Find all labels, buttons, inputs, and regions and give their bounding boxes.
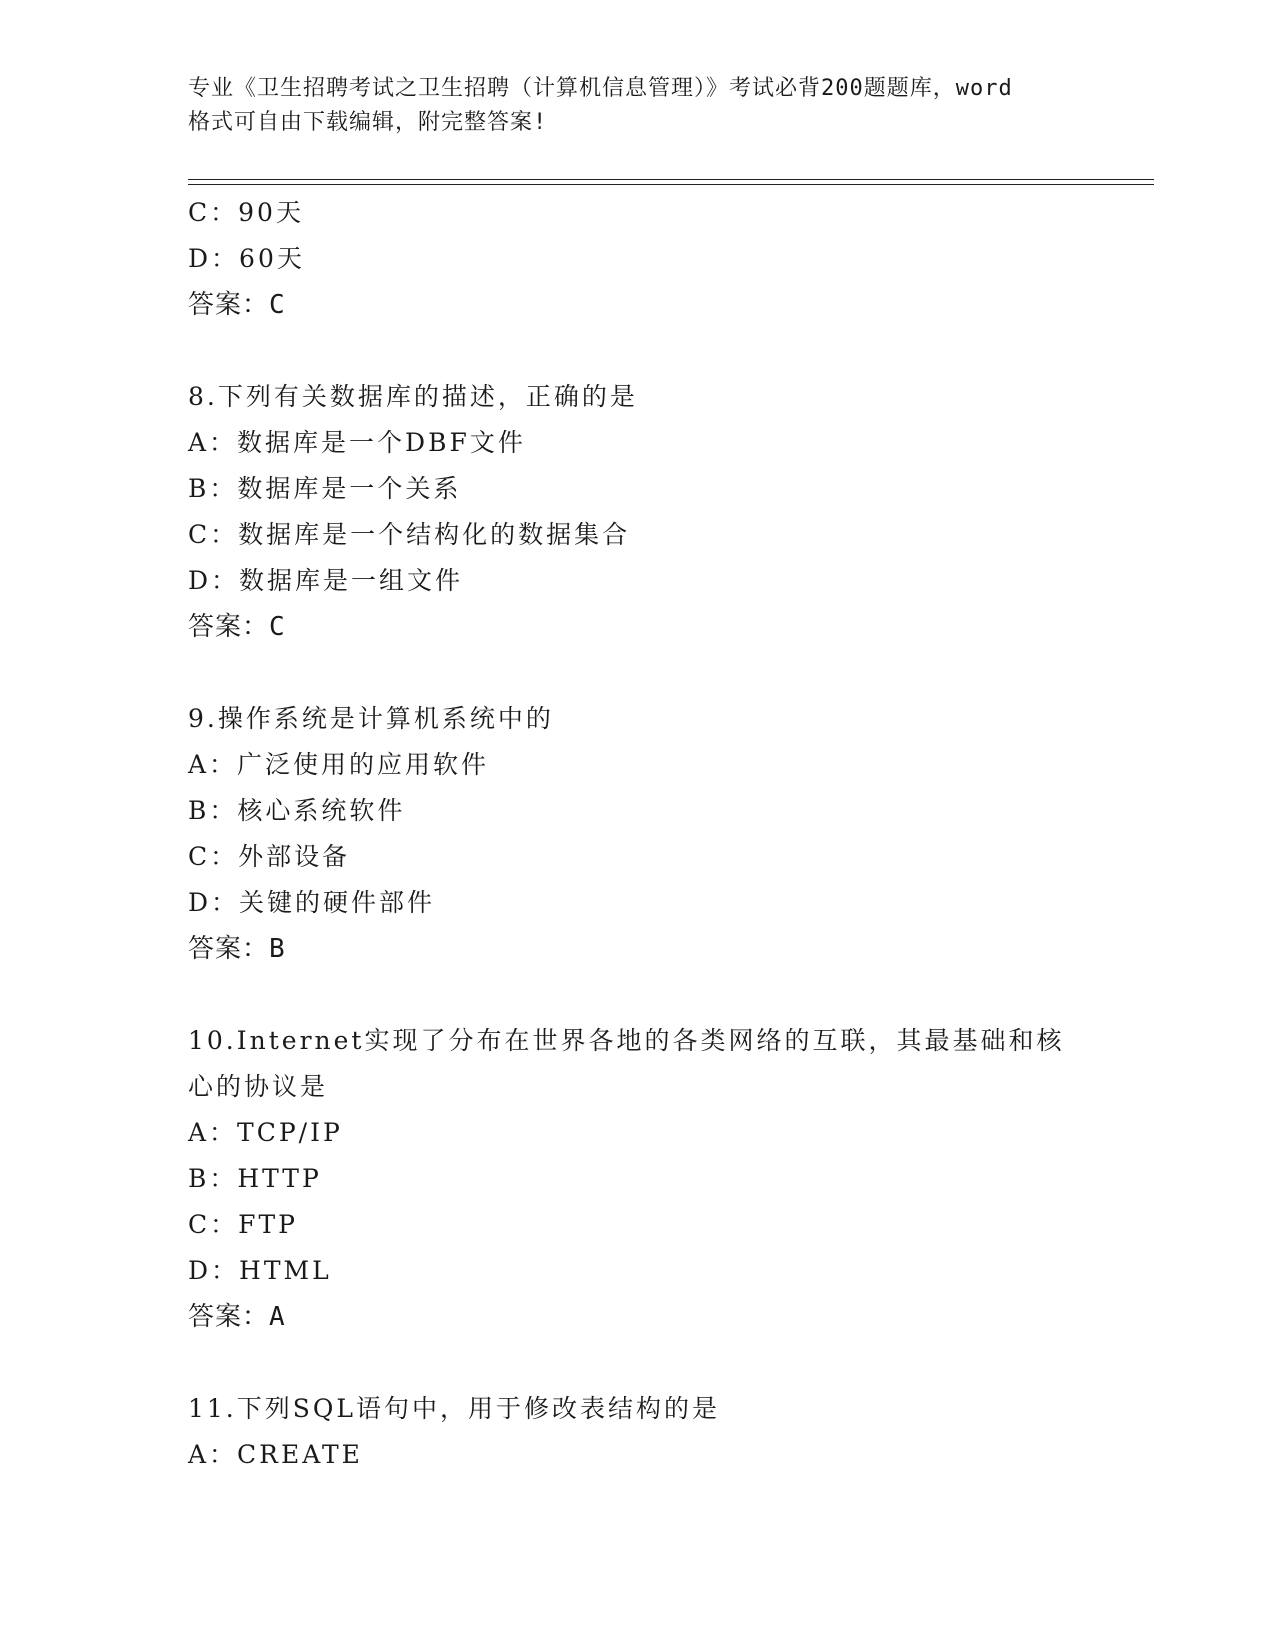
question-text-line-1: 10.Internet实现了分布在世界各地的各类网络的互联，其最基础和核 bbox=[188, 1026, 1065, 1055]
answer-line: 答案：B bbox=[188, 934, 286, 964]
spacer bbox=[188, 328, 1148, 374]
header-line-2: 格式可自由下载编辑，附完整答案! bbox=[188, 110, 548, 135]
spacer bbox=[188, 1340, 1148, 1386]
question-text: 8.下列有关数据库的描述，正确的是 bbox=[188, 382, 638, 411]
option-c: C：FTP bbox=[188, 1210, 298, 1239]
option-c: C：90天 bbox=[188, 198, 304, 227]
question-10 bbox=[188, 1018, 1148, 1340]
question-7 bbox=[188, 190, 1148, 328]
header-divider-top bbox=[188, 179, 1154, 180]
option-a: A：广泛使用的应用软件 bbox=[188, 750, 490, 779]
option-d: D：关键的硬件部件 bbox=[188, 888, 436, 917]
option-b: B：HTTP bbox=[188, 1164, 322, 1193]
question-8 bbox=[188, 374, 1148, 650]
option-a: A：CREATE bbox=[188, 1440, 363, 1469]
option-c: C：外部设备 bbox=[188, 842, 351, 871]
option-d: D：HTML bbox=[188, 1256, 332, 1285]
question-text-line-2: 心的协议是 bbox=[188, 1072, 329, 1101]
option-b: B：核心系统软件 bbox=[188, 796, 406, 825]
question-9 bbox=[188, 696, 1148, 972]
option-c: C：数据库是一个结构化的数据集合 bbox=[188, 520, 631, 549]
option-b: B：数据库是一个关系 bbox=[188, 474, 462, 503]
document-header bbox=[188, 72, 1088, 140]
answer-line: 答案：C bbox=[188, 290, 286, 320]
option-d: D：60天 bbox=[188, 244, 305, 273]
question-11 bbox=[188, 1386, 1148, 1478]
question-list bbox=[188, 190, 1148, 1478]
spacer bbox=[188, 650, 1148, 696]
option-a: A：TCP/IP bbox=[188, 1118, 343, 1147]
spacer bbox=[188, 972, 1148, 1018]
header-divider-bottom bbox=[188, 184, 1154, 185]
header-line-1: 专业《卫生招聘考试之卫生招聘（计算机信息管理）》考试必背200题题库，word bbox=[188, 76, 1013, 101]
option-a: A：数据库是一个DBF文件 bbox=[188, 428, 526, 457]
question-text: 11.下列SQL语句中，用于修改表结构的是 bbox=[188, 1394, 720, 1423]
answer-line: 答案：A bbox=[188, 1302, 286, 1332]
option-d: D：数据库是一组文件 bbox=[188, 566, 464, 595]
question-text: 9.操作系统是计算机系统中的 bbox=[188, 704, 554, 733]
answer-line: 答案：C bbox=[188, 612, 286, 642]
